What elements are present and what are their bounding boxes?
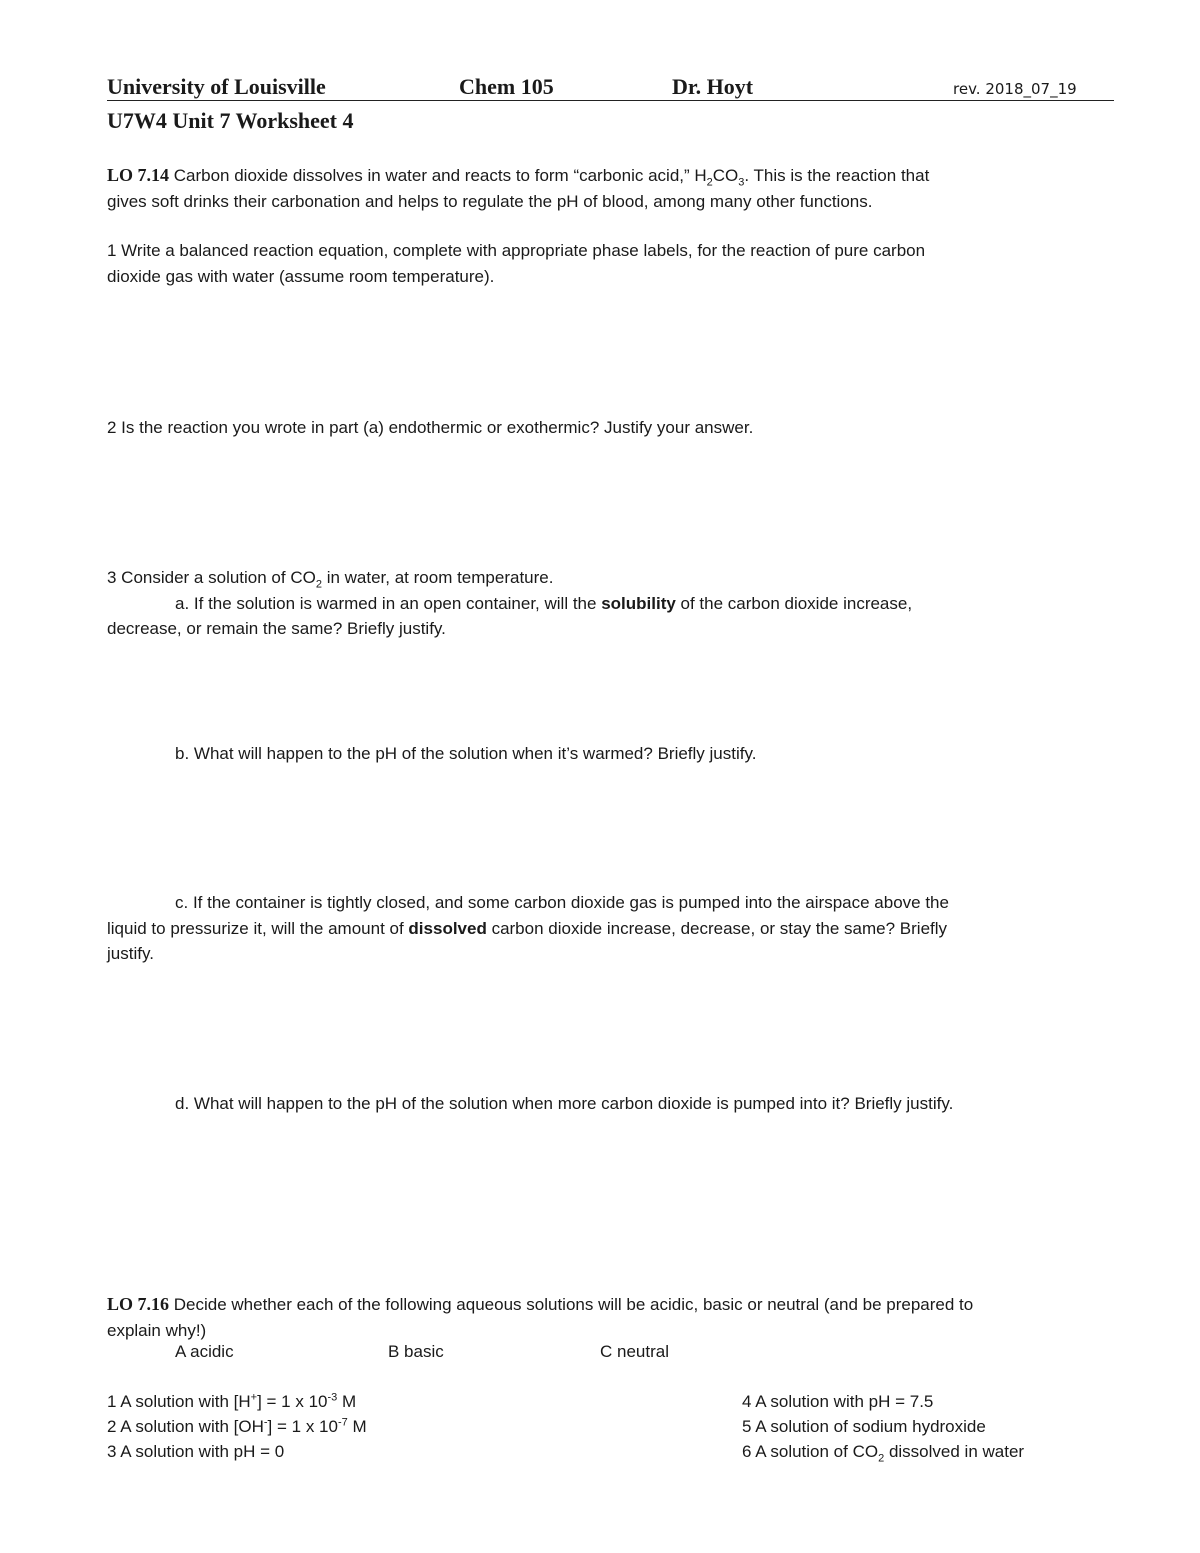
solution-item-4-text: 4 A solution with pH = 7.5 [742, 1392, 934, 1411]
solution-item-1-unit: M [337, 1392, 357, 1411]
question-3d-text: d. What will happen to the pH of the solution when more carbon dioxide is pumped into it? Briefly justify. [175, 1094, 954, 1113]
question-3b [107, 741, 1107, 767]
option-acidic: A acidic [175, 1342, 234, 1361]
solution-item-2-sup-1: - [263, 1416, 268, 1429]
solution-item-1-mid: ] = 1 x 10 [257, 1392, 328, 1411]
solution-item-6-sub: 2 [878, 1452, 885, 1465]
question-3c-bold: dissolved [408, 918, 487, 938]
solution-item-6-text-2: dissolved in water [884, 1442, 1025, 1461]
lo714-intro-text-1: Carbon dioxide dissolves in water and reacts to form “carbonic acid,” H [173, 166, 707, 185]
lo716-intro [107, 1292, 1107, 1343]
option-neutral: C neutral [600, 1342, 669, 1361]
question-2-text: 2 Is the reaction you wrote in part (a) endothermic or exothermic? Justify your answer. [107, 418, 754, 437]
lo714-sub-1: 2 [706, 176, 713, 189]
lo714-label: LO 7.14 [107, 165, 170, 185]
option-basic: B basic [388, 1342, 444, 1361]
question-3a-bold: solubility [601, 593, 676, 613]
solution-item-2-sup-2: -7 [337, 1416, 348, 1429]
solution-item-2-text: 2 A solution with [OH [107, 1417, 264, 1436]
question-3c-line-1: c. If the container is tightly closed, and some carbon dioxide gas is pumped into the airspace above the [175, 893, 949, 912]
solution-item-1-text: 1 A solution with [H [107, 1392, 251, 1411]
question-3a-text-1: a. If the solution is warmed in an open container, will the [175, 593, 602, 613]
lo714-intro [107, 163, 1107, 214]
solution-item-6 [742, 1442, 1025, 1465]
lo714-intro-text-2: CO [712, 166, 739, 185]
solution-item-3 [107, 1442, 284, 1462]
question-3c-text-2: carbon dioxide increase, decrease, or stay the same? Briefly [486, 918, 948, 938]
solution-item-3-text: 3 A solution with pH = 0 [107, 1442, 285, 1461]
course-name: Chem 105 [459, 74, 554, 99]
solution-item-5-text: 5 A solution of sodium hydroxide [742, 1417, 986, 1436]
question-3d [107, 1091, 1107, 1117]
solution-item-4 [742, 1392, 933, 1412]
lo716-label: LO 7.16 [107, 1294, 170, 1314]
solution-item-1 [107, 1392, 356, 1412]
question-3a-text-2: of the carbon dioxide increase, [675, 593, 913, 613]
header-rule [107, 100, 1114, 101]
question-3-text-1: 3 Consider a solution of CO [107, 568, 316, 587]
revision-label: rev. 2018_07_19 [953, 80, 1077, 98]
lo714-intro-line-2: gives soft drinks their carbonation and helps to regulate the pH of blood, among many other functions. [107, 191, 873, 211]
solution-item-2-unit: M [347, 1417, 367, 1436]
solution-item-5 [742, 1417, 986, 1437]
lo714-intro-text-3: . This is the reaction that [744, 166, 930, 185]
question-3 [107, 565, 1107, 642]
lo716-intro-line-1: Decide whether each of the following aqueous solutions will be acidic, basic or neutral (and be prepared to [173, 1295, 974, 1314]
university-name: University of Louisville [107, 74, 326, 99]
solution-item-6-text: 6 A solution of CO [742, 1442, 879, 1461]
solution-item-2 [107, 1417, 367, 1437]
question-1 [107, 238, 1107, 289]
question-3c-line-3: justify. [107, 944, 154, 963]
solution-item-1-sup-1: + [250, 1391, 258, 1404]
question-1-line-1: 1 Write a balanced reaction equation, complete with appropriate phase labels, for the reaction of pure carbon [107, 241, 926, 260]
instructor-name: Dr. Hoyt [672, 74, 754, 99]
question-3c-text-1: liquid to pressurize it, will the amount of [107, 918, 409, 938]
lo714-sub-2: 3 [738, 176, 745, 189]
solution-item-2-mid: ] = 1 x 10 [267, 1417, 338, 1436]
lo716-intro-line-2: explain why!) [107, 1320, 207, 1340]
question-3b-text: b. What will happen to the pH of the solution when it’s warmed? Briefly justify. [175, 744, 757, 763]
worksheet-title: U7W4 Unit 7 Worksheet 4 [107, 108, 354, 133]
question-1-line-2: dioxide gas with water (assume room temperature). [107, 266, 495, 286]
question-3a-line-2: decrease, or remain the same? Briefly justify. [107, 619, 446, 638]
question-2 [107, 415, 1107, 441]
question-3c [107, 890, 1107, 967]
question-3-text-2: in water, at room temperature. [321, 568, 554, 587]
question-3-sub: 2 [315, 578, 322, 591]
solution-item-1-sup-2: -3 [327, 1391, 338, 1404]
